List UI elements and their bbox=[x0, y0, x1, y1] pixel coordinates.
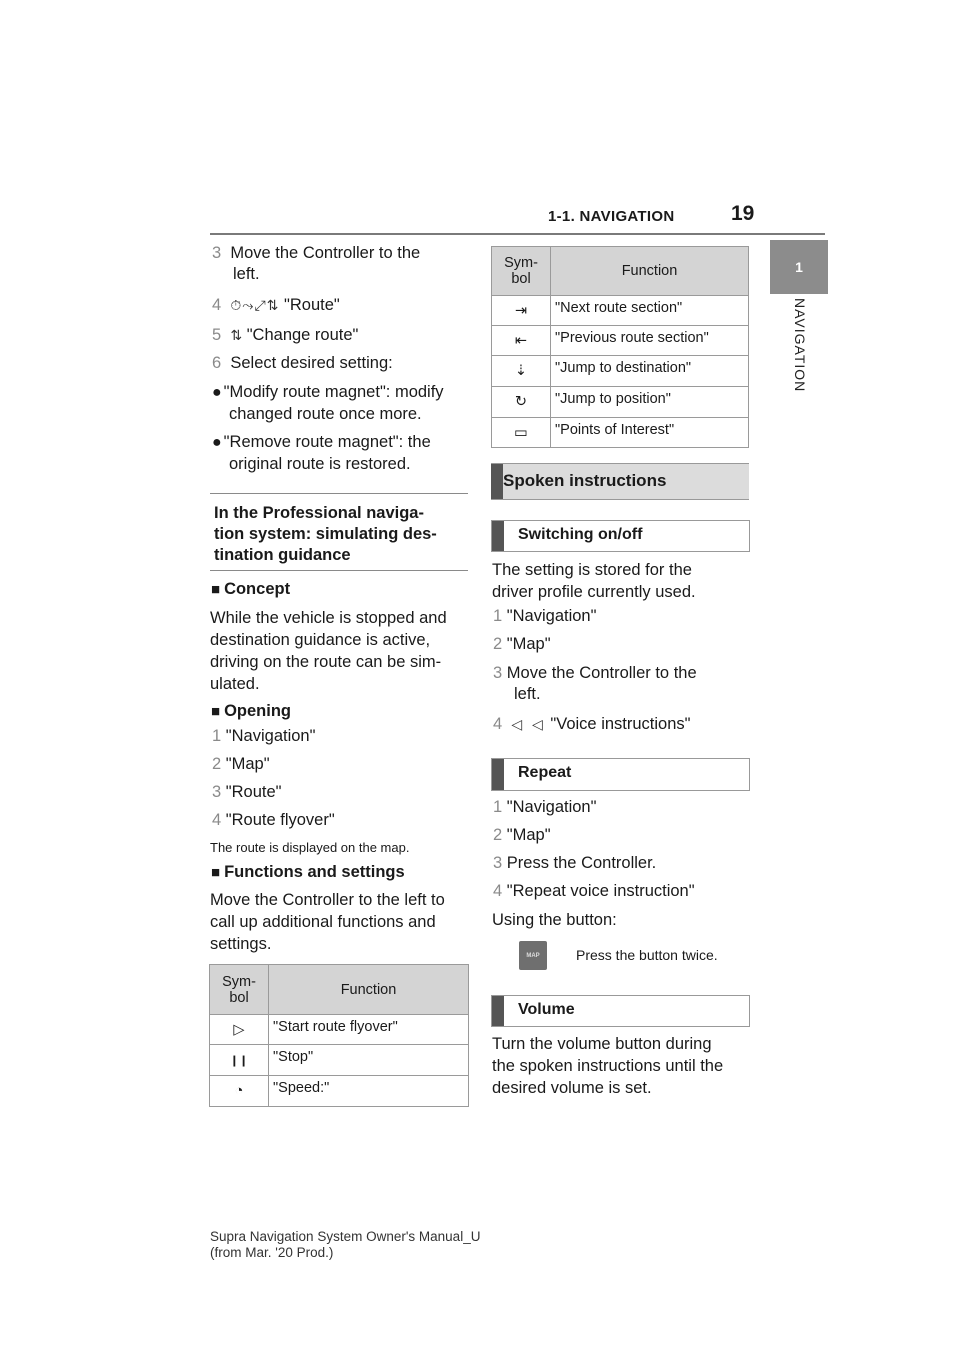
bullet-1 bbox=[212, 382, 444, 403]
functions-heading bbox=[211, 862, 405, 883]
route-symbol-table bbox=[491, 246, 749, 448]
bullet-1-cont: changed route once more. bbox=[229, 405, 422, 423]
note-text: The route is displayed on the map. bbox=[210, 840, 410, 855]
opening-step bbox=[212, 782, 282, 803]
chapter-tab[interactable]: 1 bbox=[770, 240, 828, 294]
table-cell: "Points of Interest" bbox=[551, 418, 749, 448]
step-text: Press the Controller. bbox=[506, 854, 657, 872]
heading-bar bbox=[491, 464, 503, 499]
step-number: 4 bbox=[212, 811, 222, 829]
repeat-step bbox=[493, 797, 596, 818]
step-number: 2 bbox=[493, 635, 503, 653]
repeat-step bbox=[493, 825, 551, 846]
bullet-text: "Remove route magnet": the bbox=[223, 433, 431, 451]
jump-position-icon: ↻ bbox=[492, 387, 551, 418]
functions-text: settings. bbox=[210, 935, 272, 953]
step-number: 1 bbox=[212, 727, 222, 745]
heading-line: tion system: simulating des- bbox=[214, 525, 437, 543]
heading-bar bbox=[492, 996, 504, 1026]
flyover-symbol-table bbox=[209, 964, 469, 1107]
heading-line: tination guidance bbox=[214, 546, 351, 564]
step-text: "Change route" bbox=[246, 326, 359, 344]
step-text: "Navigation" bbox=[506, 607, 597, 625]
table-cell: "Previous route section" bbox=[551, 326, 749, 356]
header-text: bol bbox=[229, 989, 249, 1006]
switching-step-cont: left. bbox=[514, 685, 541, 703]
header-text: Sym- bbox=[504, 255, 538, 271]
opening-step bbox=[212, 726, 315, 747]
function-header: Function bbox=[551, 247, 749, 296]
switching-step bbox=[493, 663, 697, 684]
concept-text: driving on the route can be sim- bbox=[210, 653, 442, 671]
symbol-header bbox=[210, 965, 269, 1015]
table-cell: "Speed:" bbox=[269, 1076, 469, 1107]
heading-bar bbox=[492, 521, 504, 551]
step-text: "Voice instructions" bbox=[550, 715, 691, 733]
bullet-icon: ● bbox=[212, 434, 222, 451]
table-cell: "Stop" bbox=[269, 1045, 469, 1076]
step-text: "Route" bbox=[284, 296, 340, 314]
symbol-header bbox=[492, 247, 551, 296]
step-3-cont: left. bbox=[233, 265, 260, 283]
page-number: 19 bbox=[731, 202, 755, 225]
opening-heading bbox=[211, 701, 291, 722]
step-3-line bbox=[212, 243, 420, 264]
switching-text: driver profile currently used. bbox=[492, 583, 696, 601]
table-cell: "Start route flyover" bbox=[269, 1015, 469, 1045]
heading-text: Opening bbox=[224, 702, 291, 720]
square-bullet-icon: ■ bbox=[211, 864, 221, 881]
concept-text: destination guidance is active, bbox=[210, 631, 431, 649]
concept-text: While the vehicle is stopped and bbox=[210, 609, 447, 627]
volume-text: the spoken instructions until the bbox=[492, 1057, 724, 1075]
step-number: 3 bbox=[493, 854, 503, 872]
step-4-line bbox=[212, 295, 340, 316]
map-button-icon: MAP bbox=[519, 941, 547, 970]
repeat-step bbox=[493, 853, 656, 874]
bullet-2 bbox=[212, 432, 431, 453]
using-button-text: Using the button: bbox=[492, 911, 617, 929]
step-number: 3 bbox=[212, 244, 222, 262]
switching-step bbox=[493, 634, 551, 655]
heading-line: In the Professional naviga- bbox=[214, 504, 424, 522]
switching-step bbox=[493, 606, 596, 627]
step-text: Move the Controller to the bbox=[506, 664, 697, 682]
poi-icon: ▭ bbox=[492, 418, 551, 448]
switching-text: The setting is stored for the bbox=[492, 561, 692, 579]
functions-text: Move the Controller to the left to bbox=[210, 891, 445, 909]
step-text: "Route flyover" bbox=[225, 811, 335, 829]
step-number: 5 bbox=[212, 326, 222, 344]
step-text: "Route" bbox=[225, 783, 282, 801]
route-icons: ⏱⤳⤢⇅ bbox=[230, 297, 280, 313]
switching-step bbox=[493, 714, 691, 735]
step-number: 4 bbox=[493, 715, 503, 733]
heading-text: Spoken instructions bbox=[503, 471, 667, 490]
heading-text: Switching on/off bbox=[518, 526, 643, 543]
heading-text: Functions and settings bbox=[224, 863, 405, 881]
step-number: 1 bbox=[493, 798, 503, 816]
header-rule bbox=[210, 233, 825, 235]
step-number: 1 bbox=[493, 607, 503, 625]
function-header: Function bbox=[269, 965, 469, 1015]
button-instruction: Press the button twice. bbox=[576, 947, 718, 963]
volume-text: desired volume is set. bbox=[492, 1079, 652, 1097]
previous-section-icon: ⇤ bbox=[492, 326, 551, 356]
volume-heading bbox=[491, 995, 750, 1027]
play-icon: ▷ bbox=[210, 1015, 269, 1045]
jump-destination-icon: ⇣ bbox=[492, 356, 551, 387]
switching-heading bbox=[491, 520, 750, 552]
opening-step bbox=[212, 754, 270, 775]
next-section-icon: ⇥ bbox=[492, 296, 551, 326]
concept-text: ulated. bbox=[210, 675, 260, 693]
step-text: Select desired setting: bbox=[230, 354, 393, 372]
step-text: "Navigation" bbox=[225, 727, 316, 745]
repeat-step bbox=[493, 881, 695, 902]
chapter-side-label bbox=[790, 290, 810, 420]
table-cell: "Jump to position" bbox=[551, 387, 749, 418]
section-heading-box bbox=[210, 493, 468, 571]
opening-step bbox=[212, 810, 335, 831]
step-number: 4 bbox=[493, 882, 503, 900]
step-text: "Map" bbox=[506, 635, 551, 653]
speedometer-icon: ◔ bbox=[210, 1076, 269, 1107]
pause-icon: ❙❙ bbox=[210, 1045, 269, 1076]
bullet-text: "Modify route magnet": modify bbox=[223, 383, 444, 401]
square-bullet-icon: ■ bbox=[211, 703, 221, 720]
step-number: 3 bbox=[493, 664, 503, 682]
bullet-2-cont: original route is restored. bbox=[229, 455, 411, 473]
heading-text: Concept bbox=[224, 580, 291, 598]
step-number: 4 bbox=[212, 296, 222, 314]
footer-line: (from Mar. '20 Prod.) bbox=[210, 1245, 334, 1260]
step-number: 6 bbox=[212, 354, 222, 372]
square-bullet-icon: ■ bbox=[211, 581, 221, 598]
heading-text: Volume bbox=[518, 1001, 575, 1018]
step-text: "Navigation" bbox=[506, 798, 597, 816]
step-number: 2 bbox=[212, 755, 222, 773]
step-number: 3 bbox=[212, 783, 222, 801]
table-cell: "Jump to destination" bbox=[551, 356, 749, 387]
heading-text: Repeat bbox=[518, 764, 572, 781]
step-text: "Map" bbox=[506, 826, 551, 844]
footer-line: Supra Navigation System Owner's Manual_U bbox=[210, 1229, 481, 1244]
header-text: Sym- bbox=[222, 973, 256, 990]
chapter-label-text: NAVIGATION bbox=[792, 298, 808, 393]
change-route-icon: ⇅ bbox=[230, 327, 243, 343]
step-5-line bbox=[212, 325, 358, 346]
repeat-heading bbox=[491, 758, 750, 791]
functions-text: call up additional functions and bbox=[210, 913, 436, 931]
volume-text: Turn the volume button during bbox=[492, 1035, 712, 1053]
step-6-line bbox=[212, 353, 393, 374]
spoken-instructions-heading bbox=[491, 463, 749, 500]
section-title: 1-1. NAVIGATION bbox=[548, 208, 675, 225]
bullet-icon: ● bbox=[212, 384, 222, 401]
heading-bar bbox=[492, 759, 504, 790]
speaker-icons: ◁ ◁ bbox=[511, 716, 546, 732]
step-text: "Repeat voice instruction" bbox=[506, 882, 695, 900]
step-number: 2 bbox=[493, 826, 503, 844]
step-text: Move the Controller to the bbox=[230, 244, 421, 262]
header-text: bol bbox=[511, 271, 531, 287]
step-text: "Map" bbox=[225, 755, 270, 773]
concept-heading bbox=[211, 579, 290, 600]
table-cell: "Next route section" bbox=[551, 296, 749, 326]
